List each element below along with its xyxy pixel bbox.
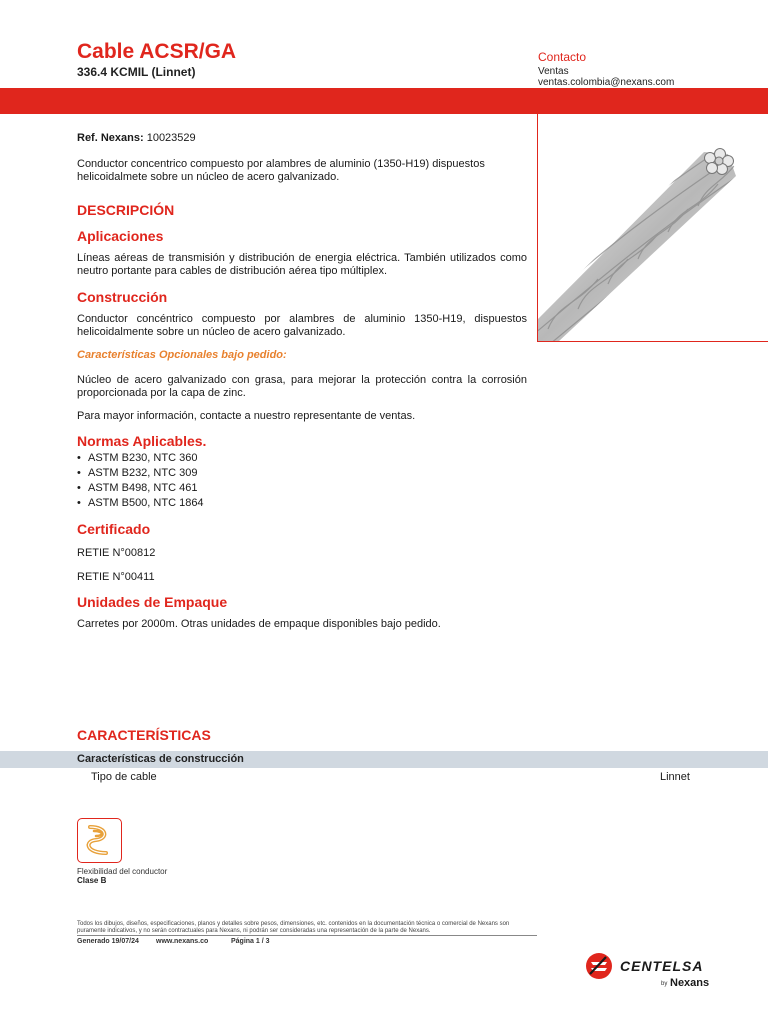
certificate-2: RETIE N°00411 [77,571,155,583]
product-image [537,114,768,342]
norms-list [77,451,527,511]
certificate-1: RETIE N°00812 [77,547,156,559]
brand-parent: Nexans [670,977,710,989]
main-content [77,132,527,631]
contact-department: Ventas [538,66,569,77]
certificate-heading: Certificado [77,521,151,537]
construction-heading: Construcción [77,289,168,305]
flexibility-icon [77,818,122,863]
page-number: Página 1 / 3 [231,938,270,945]
contact-text: Para mayor información, contacte a nuestro representante de ventas. [77,410,416,422]
applications-heading: Aplicaciones [77,228,164,244]
ref-label: Ref. Nexans: [77,132,144,144]
norm-item: • ASTM B500, NTC 1864 [77,496,527,511]
website-link[interactable]: www.nexans.co [156,938,209,945]
brand-name: CENTELSA [620,958,704,974]
norm-item: • ASTM B498, NTC 461 [77,481,527,496]
ref-value: 10023529 [146,132,196,144]
norm-item: • ASTM B232, NTC 309 [77,466,527,481]
page-title: Cable ACSR/GA [77,40,237,63]
generated-date: Generado 19/07/24 [77,938,139,945]
norm-item: • ASTM B230, NTC 360 [77,451,527,466]
norms-heading: Normas Aplicables. [77,433,207,449]
intro-text: Conductor concentrico compuesto por alambres de aluminio (1350-H19) dispuestos helicoidalmete sobre un núcleo de acero galvanizado. [77,158,485,183]
applications-text: Líneas aéreas de transmisión y distribución de energia eléctrica. También utilizados como neutro portante para cables de distribución aérea tipo múltiplex. [77,252,527,277]
header-band [0,88,768,114]
cable-type-value: Linnet [660,771,690,783]
construction-characteristics-label: Características de construcción [77,753,244,765]
cable-type-label: Tipo de cable [91,771,157,783]
optional-text: Núcleo de acero galvanizado con grasa, para mejorar la protección contra la corrosión proporcionada por la capa de zinc. [77,374,527,399]
page-subtitle: 336.4 KCMIL (Linnet) [77,65,196,79]
contact-heading: Contacto [538,50,587,64]
flexibility-label: Flexibilidad del conductor [77,867,168,876]
reference [77,132,527,145]
optional-heading: Características Opcionales bajo pedido: [77,349,287,361]
legal-disclaimer: Todos los dibujos, diseños, especificaciones, planos y detalles sobre pesos, dimensiones, etc. contenidos en la documentación técnica o comercial de Nexans son puramente indicativos, y no serán contractuales para Nexans, ni podrán ser consideradas una representación de la parte de Nexans. [77,921,510,934]
contact-email[interactable]: ventas.colombia@nexans.com [538,77,675,88]
brand-by: by [661,981,668,987]
characteristics-heading: CARACTERÍSTICAS [77,727,211,743]
packaging-heading: Unidades de Empaque [77,594,228,610]
footer-divider [77,935,537,936]
flexibility-value: Clase B [77,876,107,885]
construction-text: Conductor concéntrico compuesto por alambres de aluminio 1350-H19, dispuestos helicoidalmente sobre un núcleo de acero galvanizado. [77,313,527,338]
description-heading: DESCRIPCIÓN [77,202,175,218]
packaging-text: Carretes por 2000m. Otras unidades de empaque disponibles bajo pedido. [77,618,441,630]
cable-illustration [538,114,768,342]
